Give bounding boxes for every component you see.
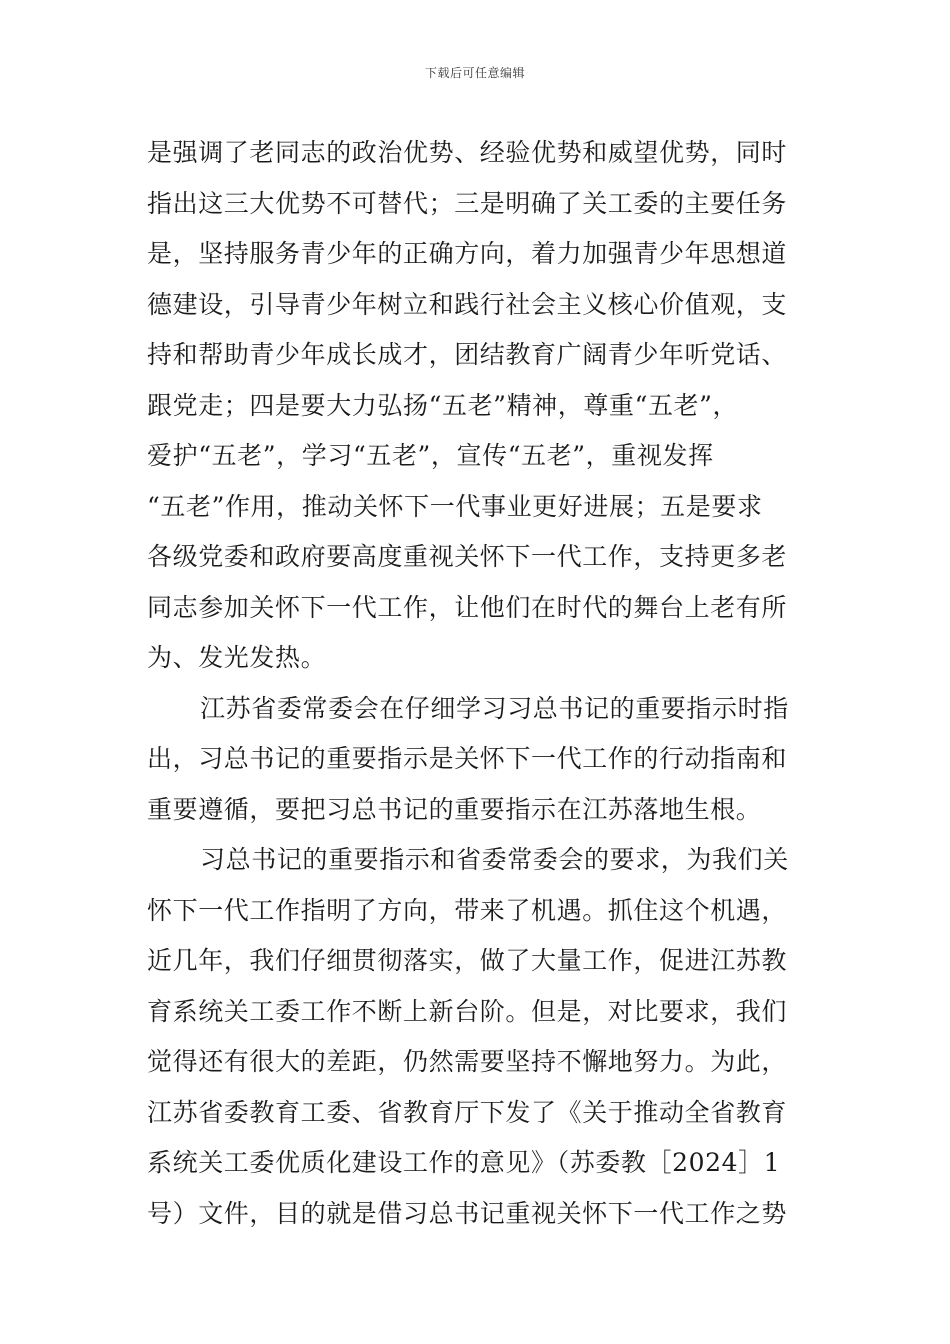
text-line: 号）文件，目的就是借习总书记重视关怀下一代工作之势 — [147, 1198, 788, 1228]
text-line: 跟党走；四是要大力弘扬“五老”精神，尊重“五老”， — [147, 390, 739, 420]
header-text: 下载后可任意编辑 — [424, 66, 525, 80]
text-line: 重要遵循，要把习总书记的重要指示在江苏落地生根。 — [147, 794, 762, 824]
text-line: 出，习总书记的重要指示是关怀下一代工作的行动指南和 — [147, 744, 788, 773]
document-body — [147, 128, 807, 1239]
paragraph-1 — [147, 128, 807, 684]
paragraph-2 — [147, 684, 807, 836]
text-line: 系统关工委优质化建设工作的意见》（苏委教［2024］1 — [147, 1148, 781, 1177]
text-line: 近几年，我们仔细贯彻落实，做了大量工作，促进江苏教 — [147, 946, 788, 975]
text-line: 育系统关工委工作不断上新台阶。但是，对比要求，我们 — [147, 996, 788, 1026]
text-line: 觉得还有很大的差距，仍然需要坚持不懈地努力。为此， — [147, 1047, 788, 1076]
text-line: 各级党委和政府要高度重视关怀下一代工作，支持更多老 — [147, 542, 788, 571]
text-line: 是强调了老同志的政治优势、经验优势和威望优势，同时 — [147, 138, 788, 167]
text-line: 德建设，引导青少年树立和践行社会主义核心价值观，支 — [147, 289, 788, 319]
text-line: 为、发光发热。 — [147, 643, 327, 672]
text-line: 是，坚持服务青少年的正确方向，着力加强青少年思想道 — [147, 239, 788, 268]
text-line: 爱护“五老”，学习“五老”，宣传“五老”，重视发挥 — [147, 441, 714, 470]
text-line: 江苏省委常委会在仔细学习习总书记的重要指示时指 — [200, 693, 789, 723]
page-header — [0, 64, 950, 81]
text-line: 指出这三大优势不可替代；三是明确了关工委的主要任务 — [147, 188, 788, 218]
text-line: 怀下一代工作指明了方向，带来了机遇。抓住这个机遇， — [147, 895, 788, 925]
text-line: 同志参加关怀下一代工作，让他们在时代的舞台上老有所 — [147, 592, 788, 622]
text-line: 习总书记的重要指示和省委常委会的要求，为我们关 — [200, 845, 789, 874]
text-line: “五老”作用，推动关怀下一代事业更好进展；五是要求 — [147, 491, 763, 521]
text-line: 持和帮助青少年成长成才，团结教育广阔青少年听党话、 — [147, 340, 788, 369]
paragraph-3 — [147, 835, 807, 1239]
text-line: 江苏省委教育工委、省教育厅下发了《关于推动全省教育 — [147, 1097, 788, 1127]
